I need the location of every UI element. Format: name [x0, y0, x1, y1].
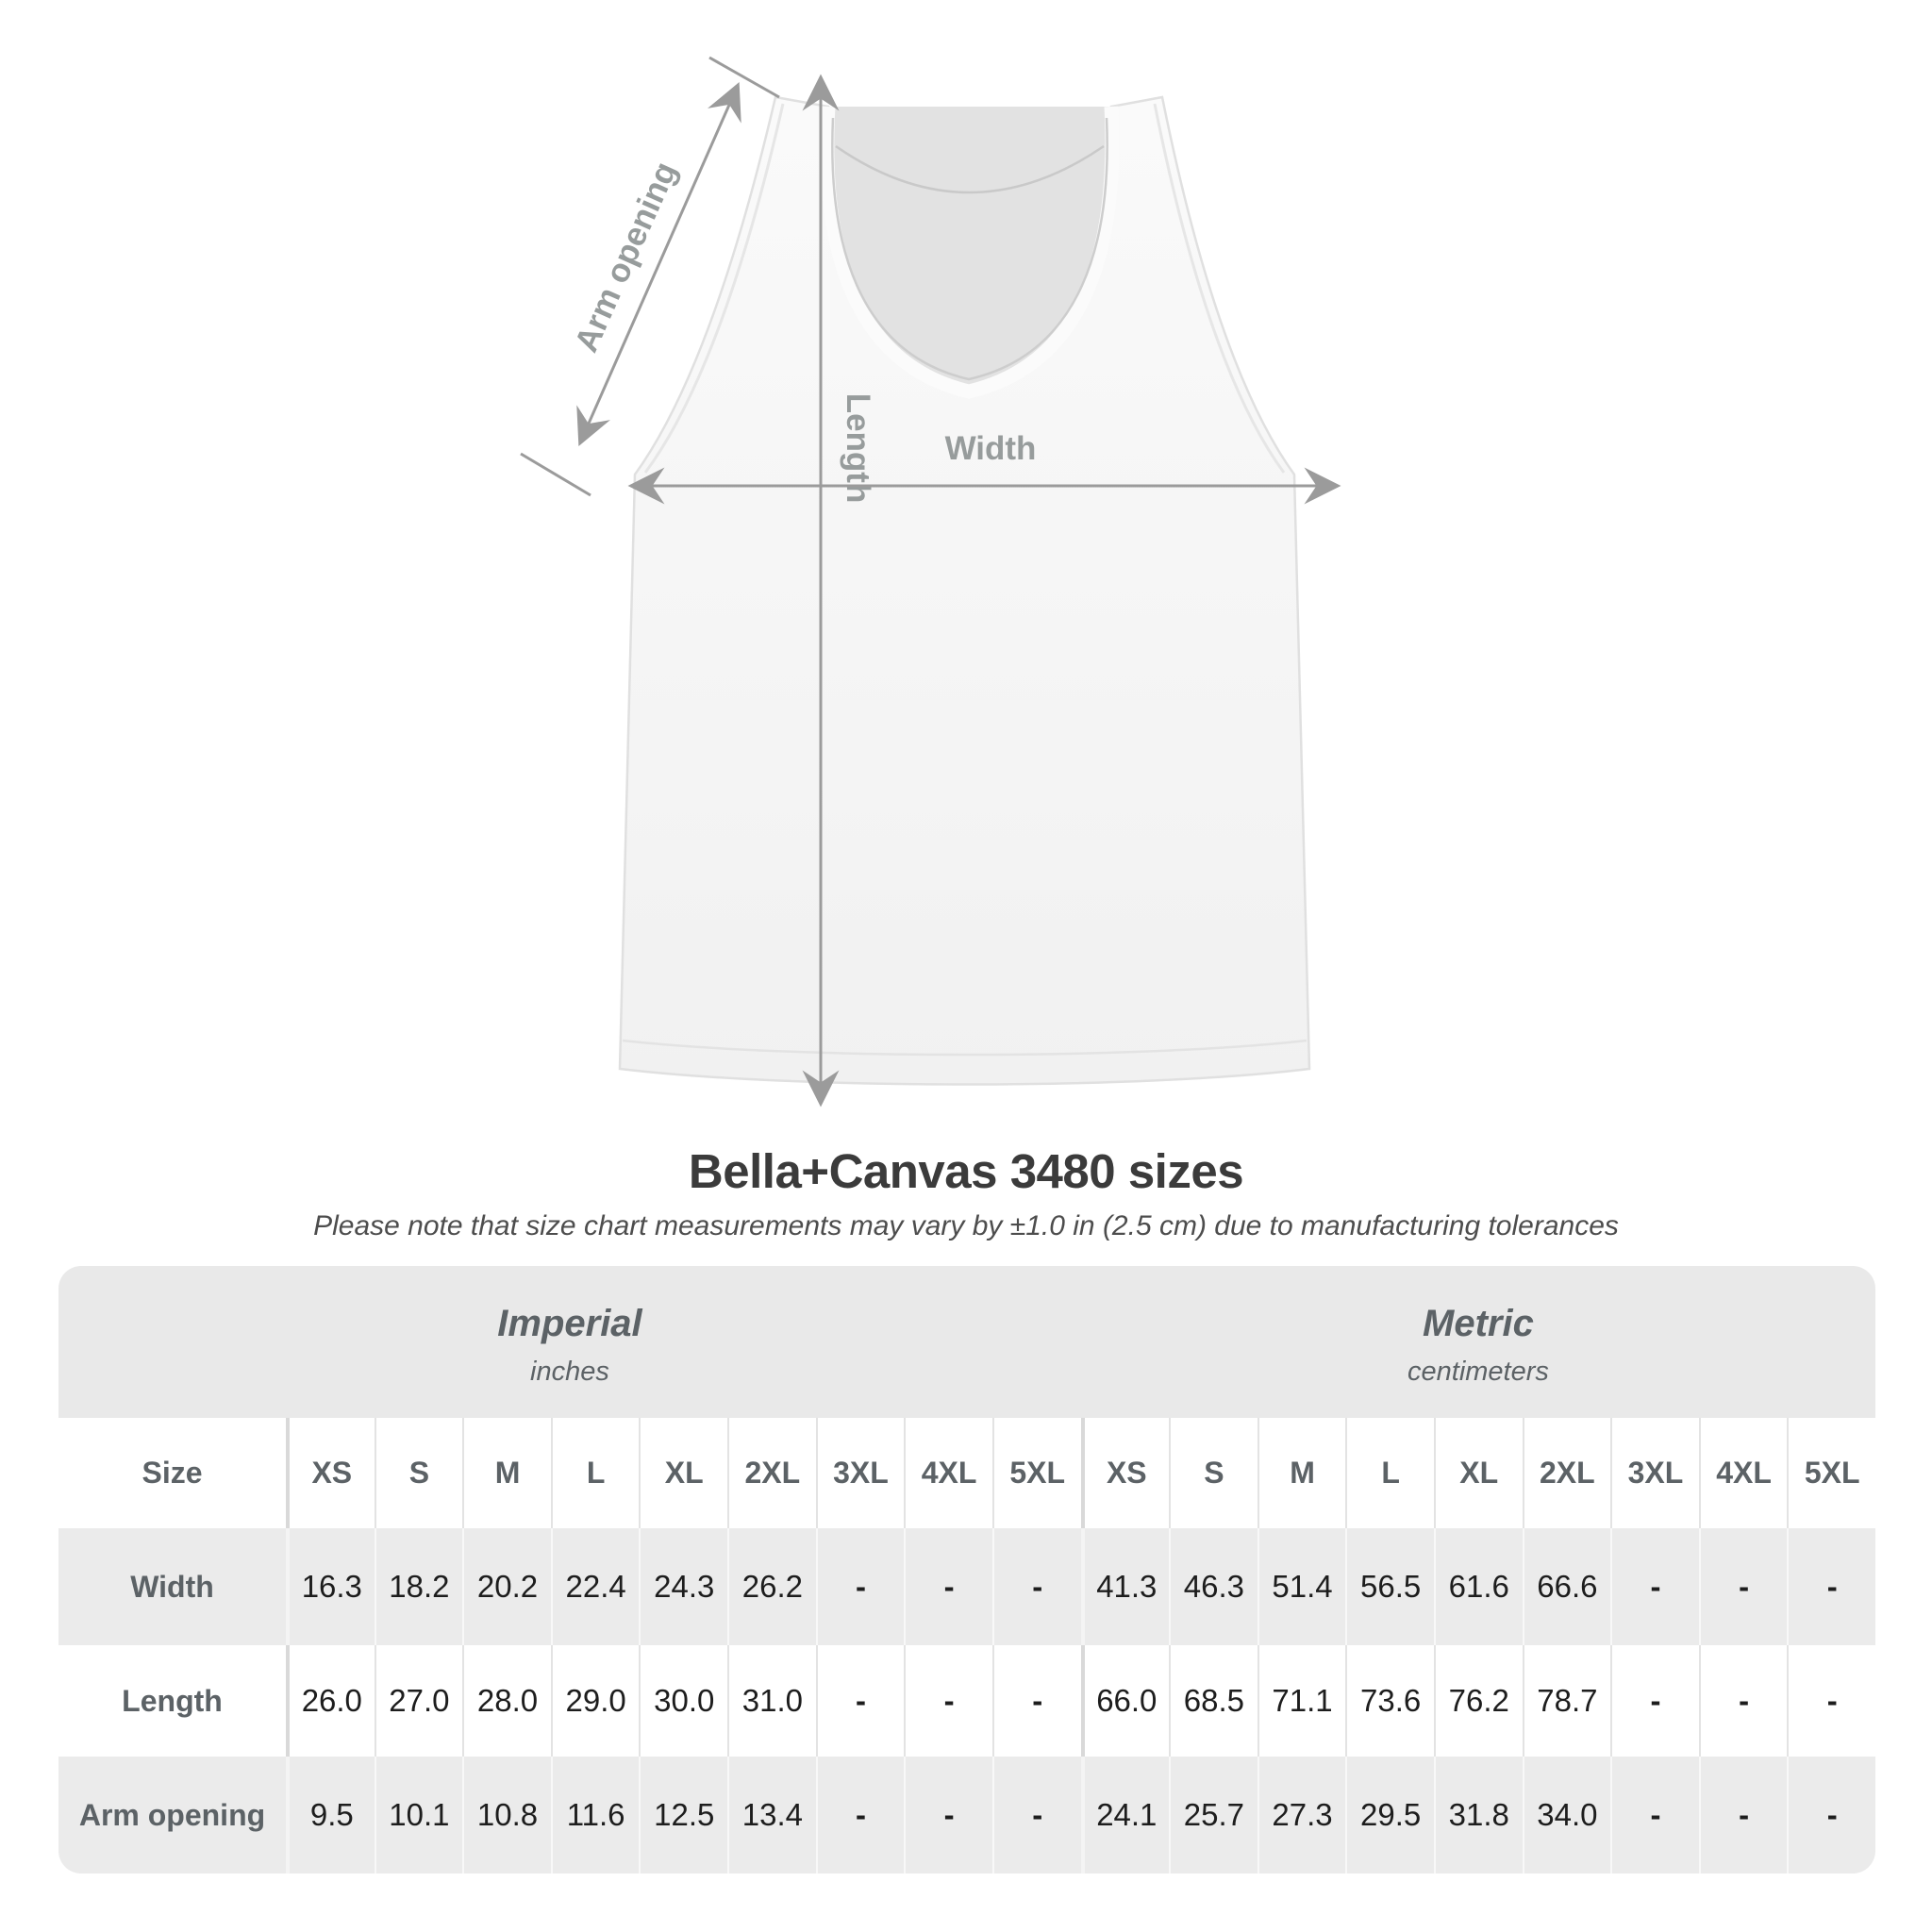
- metric-value: -: [1610, 1757, 1699, 1874]
- imperial-value: 28.0: [462, 1645, 551, 1757]
- metric-value: 73.6: [1345, 1645, 1434, 1757]
- metric-value: -: [1787, 1528, 1875, 1645]
- imperial-value: -: [904, 1528, 992, 1645]
- imperial-sublabel: inches: [530, 1356, 609, 1387]
- metric-size-header: S: [1169, 1418, 1257, 1528]
- imperial-value: 24.3: [639, 1528, 727, 1645]
- tolerance-note: Please note that size chart measurements may vary by ±1.0 in (2.5 cm) due to manufacturing tolerances: [313, 1210, 1619, 1241]
- imperial-size-header: 5XL: [992, 1418, 1081, 1528]
- metric-sublabel: centimeters: [1407, 1356, 1549, 1387]
- metric-value: 41.3: [1081, 1528, 1170, 1645]
- imperial-value: 26.2: [727, 1528, 816, 1645]
- imperial-size-header: S: [375, 1418, 463, 1528]
- arm-opening-dimension-label: Arm opening: [567, 156, 685, 358]
- imperial-value: 31.0: [727, 1645, 816, 1757]
- arm-opening-tick-bottom: [521, 454, 591, 495]
- imperial-value: 20.2: [462, 1528, 551, 1645]
- metric-size-header: L: [1345, 1418, 1434, 1528]
- metric-size-header: 4XL: [1699, 1418, 1788, 1528]
- metric-size-header: M: [1257, 1418, 1346, 1528]
- metric-size-header: 3XL: [1610, 1418, 1699, 1528]
- width-dimension-label: Width: [944, 430, 1037, 467]
- metric-value: 51.4: [1257, 1528, 1346, 1645]
- imperial-value: 27.0: [375, 1645, 463, 1757]
- length-dimension-label: Length: [840, 392, 876, 504]
- row-label: Length: [58, 1645, 286, 1757]
- row-label: Width: [58, 1528, 286, 1645]
- imperial-value: 12.5: [639, 1757, 727, 1874]
- imperial-size-header: XS: [286, 1418, 375, 1528]
- metric-size-header: XL: [1434, 1418, 1523, 1528]
- imperial-value: -: [992, 1757, 1081, 1874]
- imperial-value: 13.4: [727, 1757, 816, 1874]
- imperial-value: 26.0: [286, 1645, 375, 1757]
- metric-size-header: 5XL: [1787, 1418, 1875, 1528]
- imperial-value: -: [904, 1757, 992, 1874]
- metric-value: 78.7: [1523, 1645, 1611, 1757]
- metric-size-header: XS: [1081, 1418, 1170, 1528]
- imperial-value: 10.8: [462, 1757, 551, 1874]
- imperial-value: -: [992, 1645, 1081, 1757]
- arm-opening-tick-top: [709, 58, 779, 97]
- metric-value: 31.8: [1434, 1757, 1523, 1874]
- metric-size-header: 2XL: [1523, 1418, 1611, 1528]
- imperial-value: 10.1: [375, 1757, 463, 1874]
- metric-value: -: [1610, 1528, 1699, 1645]
- imperial-size-header: XL: [639, 1418, 727, 1528]
- imperial-value: 29.0: [551, 1645, 640, 1757]
- imperial-header: [58, 1266, 1081, 1418]
- metric-value: 34.0: [1523, 1757, 1611, 1874]
- metric-value: 68.5: [1169, 1645, 1257, 1757]
- imperial-value: -: [816, 1528, 905, 1645]
- imperial-size-header: M: [462, 1418, 551, 1528]
- metric-value: 24.1: [1081, 1757, 1170, 1874]
- metric-value: 29.5: [1345, 1757, 1434, 1874]
- imperial-size-header: 2XL: [727, 1418, 816, 1528]
- metric-value: -: [1699, 1645, 1788, 1757]
- metric-value: 66.6: [1523, 1528, 1611, 1645]
- size-column-header: Size: [58, 1418, 286, 1528]
- metric-value: -: [1699, 1757, 1788, 1874]
- metric-value: 46.3: [1169, 1528, 1257, 1645]
- page-title: Bella+Canvas 3480 sizes: [688, 1144, 1244, 1198]
- metric-value: 25.7: [1169, 1757, 1257, 1874]
- imperial-value: -: [904, 1645, 992, 1757]
- imperial-value: 22.4: [551, 1528, 640, 1645]
- size-grid: [58, 1418, 1875, 1874]
- metric-value: 61.6: [1434, 1528, 1523, 1645]
- metric-label: Metric: [1423, 1302, 1534, 1344]
- imperial-value: -: [816, 1645, 905, 1757]
- metric-value: -: [1699, 1528, 1788, 1645]
- imperial-size-header: L: [551, 1418, 640, 1528]
- imperial-size-header: 4XL: [904, 1418, 992, 1528]
- imperial-value: 16.3: [286, 1528, 375, 1645]
- metric-value: -: [1787, 1645, 1875, 1757]
- metric-value: 76.2: [1434, 1645, 1523, 1757]
- row-label: Arm opening: [58, 1757, 286, 1874]
- metric-value: -: [1610, 1645, 1699, 1757]
- metric-value: -: [1787, 1757, 1875, 1874]
- size-table: [58, 1266, 1875, 1874]
- metric-value: 56.5: [1345, 1528, 1434, 1645]
- metric-value: 66.0: [1081, 1645, 1170, 1757]
- imperial-label: Imperial: [497, 1302, 642, 1344]
- imperial-size-header: 3XL: [816, 1418, 905, 1528]
- tank-top-diagram: [396, 52, 1387, 1132]
- imperial-value: -: [816, 1757, 905, 1874]
- imperial-value: 9.5: [286, 1757, 375, 1874]
- metric-header: [1081, 1266, 1875, 1418]
- unit-header-band: [58, 1266, 1875, 1418]
- metric-value: 71.1: [1257, 1645, 1346, 1757]
- metric-value: 27.3: [1257, 1757, 1346, 1874]
- imperial-value: 18.2: [375, 1528, 463, 1645]
- imperial-value: 11.6: [551, 1757, 640, 1874]
- imperial-value: 30.0: [639, 1645, 727, 1757]
- imperial-value: -: [992, 1528, 1081, 1645]
